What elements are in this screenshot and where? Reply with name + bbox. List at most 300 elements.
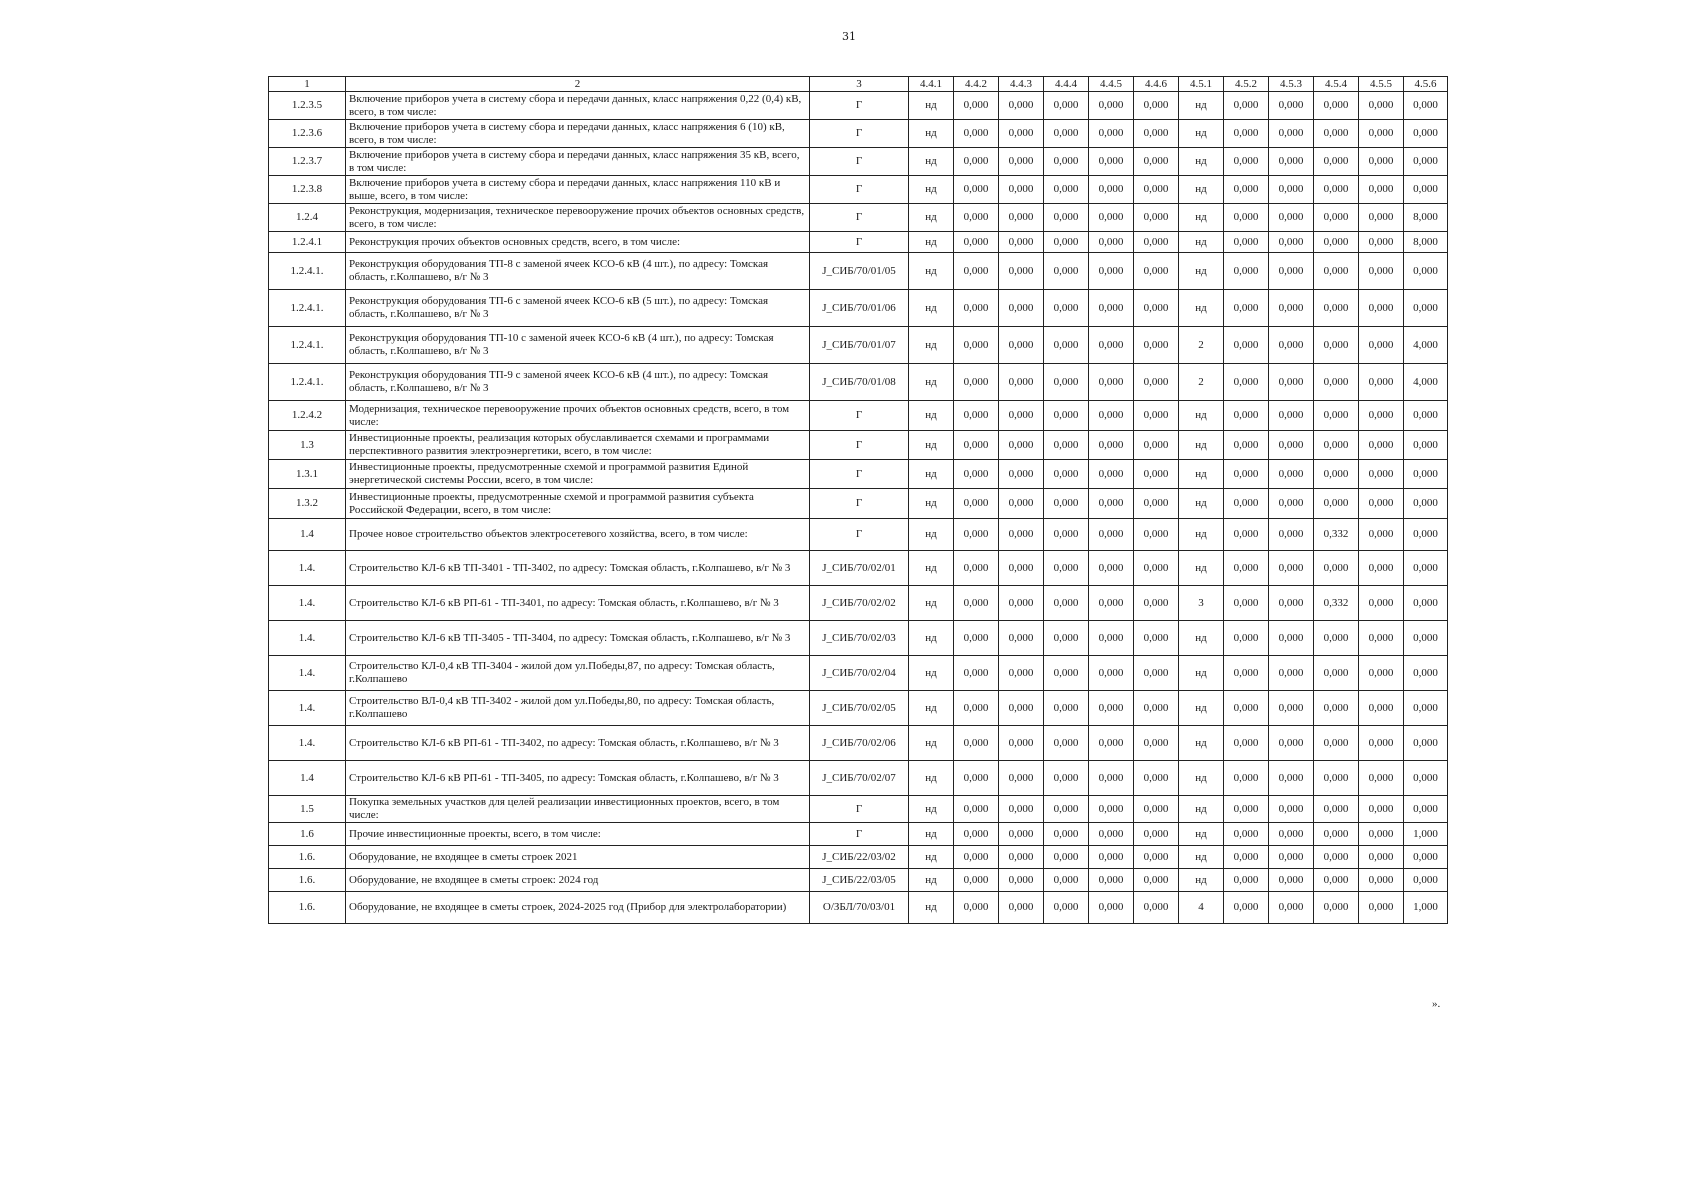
row-description-cell: Включение приборов учета в систему сбора и передачи данных, класс напряжения 6 (10) кВ, всего, в том числе: (346, 120, 810, 148)
value-cell: 0,000 (954, 586, 999, 621)
row-number-cell: 1.2.4.1. (269, 327, 346, 364)
row-code-cell: Г (810, 519, 909, 551)
value-cell: 0,000 (1269, 551, 1314, 586)
row-code-cell: J_СИБ/22/03/02 (810, 846, 909, 869)
header-cell: 4.4.3 (999, 77, 1044, 92)
value-cell: 0,000 (1089, 726, 1134, 761)
header-cell: 4.4.4 (1044, 77, 1089, 92)
value-cell: нд (909, 431, 954, 460)
value-cell: нд (909, 232, 954, 253)
value-cell: 0,000 (954, 253, 999, 290)
value-cell: 0,000 (1404, 761, 1448, 796)
value-cell: 0,000 (1044, 761, 1089, 796)
value-cell: 0,000 (1044, 892, 1089, 924)
value-cell: нд (1179, 204, 1224, 232)
value-cell: 0,000 (1044, 519, 1089, 551)
table-row (269, 204, 1448, 232)
value-cell: 0,000 (1134, 176, 1179, 204)
table-row (269, 327, 1448, 364)
value-cell: нд (1179, 726, 1224, 761)
value-cell: 0,000 (1089, 253, 1134, 290)
value-cell: нд (909, 726, 954, 761)
value-cell: 0,000 (954, 431, 999, 460)
row-code-cell: Г (810, 148, 909, 176)
value-cell: 0,000 (1044, 489, 1089, 519)
value-cell: 0,000 (1224, 364, 1269, 401)
value-cell: 0,000 (1044, 460, 1089, 489)
row-number-cell: 1.4. (269, 726, 346, 761)
value-cell: 0,000 (999, 823, 1044, 846)
value-cell: 0,000 (1359, 621, 1404, 656)
value-cell: 0,000 (1134, 327, 1179, 364)
value-cell: 0,000 (1359, 290, 1404, 327)
row-number-cell: 1.4 (269, 761, 346, 796)
value-cell: нд (909, 176, 954, 204)
value-cell: 0,000 (1089, 232, 1134, 253)
value-cell: 0,000 (1089, 92, 1134, 120)
table-row (269, 551, 1448, 586)
row-code-cell: J_СИБ/70/02/07 (810, 761, 909, 796)
value-cell: 0,000 (1089, 148, 1134, 176)
value-cell: 0,000 (999, 489, 1044, 519)
value-cell: 0,000 (1404, 148, 1448, 176)
value-cell: 0,000 (954, 656, 999, 691)
value-cell: 0,000 (1134, 726, 1179, 761)
row-description-cell: Оборудование, не входящее в сметы строек 2021 (346, 846, 810, 869)
value-cell: 0,000 (1224, 519, 1269, 551)
value-cell: нд (1179, 489, 1224, 519)
value-cell: 0,000 (1224, 232, 1269, 253)
value-cell: 0,000 (1224, 204, 1269, 232)
value-cell: 0,000 (999, 364, 1044, 401)
value-cell: 0,000 (1314, 431, 1359, 460)
row-code-cell: J_СИБ/70/02/03 (810, 621, 909, 656)
value-cell: 0,000 (1134, 92, 1179, 120)
value-cell: 0,000 (1269, 869, 1314, 892)
value-cell: 0,000 (1089, 869, 1134, 892)
value-cell: 0,000 (1134, 204, 1179, 232)
value-cell: нд (909, 364, 954, 401)
value-cell: 0,000 (1404, 401, 1448, 431)
row-description-cell: Прочее новое строительство объектов электросетевого хозяйства, всего, в том числе: (346, 519, 810, 551)
row-description-cell: Реконструкция оборудования ТП-9 с заменой ячеек КСО-6 кВ (4 шт.), по адресу: Томская область, г.Колпашево, в/г № 3 (346, 364, 810, 401)
value-cell: 0,000 (1269, 290, 1314, 327)
value-cell: 0,000 (1044, 431, 1089, 460)
value-cell: 0,000 (999, 92, 1044, 120)
value-cell: 0,000 (1224, 846, 1269, 869)
value-cell: 0,000 (1224, 796, 1269, 823)
value-cell: 0,000 (1089, 460, 1134, 489)
row-description-cell: Строительство КЛ-0,4 кВ ТП-3404 - жилой дом ул.Победы,87, по адресу: Томская область, г.Колпашево (346, 656, 810, 691)
value-cell: нд (909, 519, 954, 551)
value-cell: 0,000 (1404, 621, 1448, 656)
row-number-cell: 1.2.4.1. (269, 290, 346, 327)
value-cell: 0,000 (1044, 232, 1089, 253)
header-cell: 4.4.1 (909, 77, 954, 92)
value-cell: нд (909, 120, 954, 148)
row-code-cell: Г (810, 796, 909, 823)
header-cell: 4.5.2 (1224, 77, 1269, 92)
row-description-cell: Оборудование, не входящее в сметы строек, 2024-2025 год (Прибор для электролаборатории) (346, 892, 810, 924)
value-cell: 0,000 (1089, 176, 1134, 204)
value-cell: 0,000 (999, 327, 1044, 364)
row-code-cell: J_СИБ/70/01/05 (810, 253, 909, 290)
header-cell: 4.4.5 (1089, 77, 1134, 92)
value-cell: 4 (1179, 892, 1224, 924)
row-code-cell: Г (810, 120, 909, 148)
value-cell: 4,000 (1404, 327, 1448, 364)
row-code-cell: Г (810, 823, 909, 846)
value-cell: 0,000 (999, 656, 1044, 691)
value-cell: 0,000 (1044, 869, 1089, 892)
value-cell: 0,000 (1269, 892, 1314, 924)
row-number-cell: 1.4. (269, 621, 346, 656)
header-cell: 2 (346, 77, 810, 92)
value-cell: 0,000 (1359, 869, 1404, 892)
value-cell: нд (909, 586, 954, 621)
value-cell: 0,000 (954, 290, 999, 327)
value-cell: 0,000 (1044, 120, 1089, 148)
value-cell: 0,000 (1314, 761, 1359, 796)
value-cell: 0,000 (954, 92, 999, 120)
value-cell: 0,000 (1314, 892, 1359, 924)
value-cell: 0,000 (1359, 460, 1404, 489)
row-number-cell: 1.4. (269, 691, 346, 726)
value-cell: нд (909, 846, 954, 869)
value-cell: 4,000 (1404, 364, 1448, 401)
value-cell: 8,000 (1404, 204, 1448, 232)
table-row (269, 253, 1448, 290)
value-cell: 0,000 (1044, 401, 1089, 431)
value-cell: 0,000 (1404, 176, 1448, 204)
value-cell: 0,000 (1089, 431, 1134, 460)
value-cell: 0,000 (1089, 691, 1134, 726)
table-row (269, 290, 1448, 327)
row-description-cell: Строительство ВЛ-0,4 кВ ТП-3402 - жилой дом ул.Победы,80, по адресу: Томская область, г.Колпашево (346, 691, 810, 726)
header-row (269, 77, 1448, 92)
value-cell: 0,000 (1224, 290, 1269, 327)
value-cell: 0,000 (1269, 401, 1314, 431)
row-description-cell: Реконструкция оборудования ТП-10 с заменой ячеек КСО-6 кВ (4 шт.), по адресу: Томская область, г.Колпашево, в/г № 3 (346, 327, 810, 364)
value-cell: 0,000 (999, 892, 1044, 924)
value-cell: 0,000 (1134, 519, 1179, 551)
header-cell: 4.5.5 (1359, 77, 1404, 92)
value-cell: нд (909, 761, 954, 796)
table-row (269, 489, 1448, 519)
row-number-cell: 1.6 (269, 823, 346, 846)
value-cell: 0,000 (1224, 586, 1269, 621)
table-row (269, 846, 1448, 869)
value-cell: 0,000 (1269, 120, 1314, 148)
value-cell: 0,000 (1224, 869, 1269, 892)
value-cell: 0,000 (1359, 823, 1404, 846)
value-cell: 0,000 (954, 761, 999, 796)
row-description-cell: Строительство КЛ-6 кВ РП-61 - ТП-3405, по адресу: Томская область, г.Колпашево, в/г № 3 (346, 761, 810, 796)
value-cell: 0,000 (1224, 176, 1269, 204)
row-code-cell: Г (810, 460, 909, 489)
value-cell: 0,000 (1359, 551, 1404, 586)
value-cell: 0,000 (1404, 796, 1448, 823)
value-cell: 0,000 (1134, 761, 1179, 796)
value-cell: 0,000 (1089, 656, 1134, 691)
value-cell: 0,000 (1089, 621, 1134, 656)
value-cell: 0,000 (1314, 290, 1359, 327)
value-cell: 0,000 (1134, 656, 1179, 691)
table-row (269, 232, 1448, 253)
row-number-cell: 1.2.4.1. (269, 253, 346, 290)
value-cell: 0,000 (1269, 489, 1314, 519)
value-cell: 0,000 (1269, 691, 1314, 726)
value-cell: нд (1179, 148, 1224, 176)
row-number-cell: 1.3.1 (269, 460, 346, 489)
table-row (269, 431, 1448, 460)
value-cell: 0,000 (999, 846, 1044, 869)
value-cell: 0,000 (1269, 621, 1314, 656)
value-cell: 0,000 (1134, 551, 1179, 586)
value-cell: 0,000 (954, 726, 999, 761)
value-cell: 0,000 (954, 621, 999, 656)
value-cell: 1,000 (1404, 892, 1448, 924)
value-cell: 0,000 (999, 726, 1044, 761)
row-code-cell: J_СИБ/70/02/06 (810, 726, 909, 761)
value-cell: 0,000 (999, 691, 1044, 726)
value-cell: 0,000 (999, 621, 1044, 656)
row-description-cell: Инвестиционные проекты, предусмотренные схемой и программой развития Единой энергетической системы России, всего, в том числе: (346, 460, 810, 489)
value-cell: 0,000 (1224, 761, 1269, 796)
row-description-cell: Реконструкция прочих объектов основных средств, всего, в том числе: (346, 232, 810, 253)
value-cell: 0,000 (1089, 401, 1134, 431)
value-cell: нд (909, 551, 954, 586)
investment-table (268, 76, 1448, 924)
value-cell: 0,000 (1134, 253, 1179, 290)
value-cell: 0,000 (1044, 176, 1089, 204)
value-cell: 0,000 (1089, 364, 1134, 401)
value-cell: нд (1179, 290, 1224, 327)
table-row (269, 92, 1448, 120)
value-cell: нд (909, 869, 954, 892)
value-cell: 0,000 (1134, 120, 1179, 148)
value-cell: 0,000 (954, 823, 999, 846)
header-cell: 4.5.4 (1314, 77, 1359, 92)
table-row (269, 796, 1448, 823)
value-cell: 0,000 (1359, 489, 1404, 519)
value-cell: 0,000 (1314, 489, 1359, 519)
value-cell: 0,000 (1359, 327, 1404, 364)
row-code-cell: Г (810, 92, 909, 120)
value-cell: 0,000 (1089, 551, 1134, 586)
value-cell: 0,000 (954, 869, 999, 892)
row-code-cell: J_СИБ/70/02/02 (810, 586, 909, 621)
table-row (269, 691, 1448, 726)
table-row (269, 869, 1448, 892)
row-number-cell: 1.2.3.7 (269, 148, 346, 176)
value-cell: 0,000 (1224, 327, 1269, 364)
row-code-cell: J_СИБ/70/02/04 (810, 656, 909, 691)
value-cell: 0,000 (1269, 148, 1314, 176)
value-cell: нд (1179, 796, 1224, 823)
table-row (269, 656, 1448, 691)
value-cell: нд (1179, 761, 1224, 796)
row-description-cell: Строительство КЛ-6 кВ РП-61 - ТП-3402, по адресу: Томская область, г.Колпашево, в/г № 3 (346, 726, 810, 761)
value-cell: нд (1179, 869, 1224, 892)
row-code-cell: J_СИБ/70/01/08 (810, 364, 909, 401)
value-cell: 0,000 (1044, 586, 1089, 621)
value-cell: 0,000 (1044, 204, 1089, 232)
row-description-cell: Включение приборов учета в систему сбора и передачи данных, класс напряжения 35 кВ, всего, в том числе: (346, 148, 810, 176)
value-cell: 0,000 (1359, 519, 1404, 551)
value-cell: 0,000 (1359, 204, 1404, 232)
value-cell: 0,332 (1314, 519, 1359, 551)
value-cell: 0,000 (1314, 823, 1359, 846)
value-cell: нд (909, 401, 954, 431)
table-row (269, 176, 1448, 204)
value-cell: 0,000 (1134, 892, 1179, 924)
page-number: 31 (842, 30, 856, 43)
value-cell: 0,000 (1044, 551, 1089, 586)
table-row (269, 519, 1448, 551)
row-number-cell: 1.2.4.1. (269, 364, 346, 401)
value-cell: нд (909, 691, 954, 726)
value-cell: 0,000 (1044, 148, 1089, 176)
value-cell: 0,000 (954, 232, 999, 253)
row-description-cell: Строительство КЛ-6 кВ ТП-3405 - ТП-3404, по адресу: Томская область, г.Колпашево, в/г № 3 (346, 621, 810, 656)
value-cell: 0,000 (1359, 92, 1404, 120)
value-cell: 0,000 (1224, 656, 1269, 691)
value-cell: 0,000 (1224, 148, 1269, 176)
row-number-cell: 1.2.3.6 (269, 120, 346, 148)
row-code-cell: О/ЗБЛ/70/03/01 (810, 892, 909, 924)
value-cell: 0,000 (1359, 253, 1404, 290)
value-cell: 0,000 (1314, 204, 1359, 232)
row-description-cell: Покупка земельных участков для целей реализации инвестиционных проектов, всего, в том числе: (346, 796, 810, 823)
value-cell: 0,000 (1404, 586, 1448, 621)
value-cell: 0,000 (1269, 796, 1314, 823)
value-cell: 0,000 (1359, 846, 1404, 869)
row-description-cell: Реконструкция оборудования ТП-8 с заменой ячеек КСО-6 кВ (4 шт.), по адресу: Томская область, г.Колпашево, в/г № 3 (346, 253, 810, 290)
value-cell: 0,000 (1224, 551, 1269, 586)
value-cell: 0,000 (999, 120, 1044, 148)
value-cell: нд (909, 460, 954, 489)
value-cell: нд (1179, 460, 1224, 489)
value-cell: 0,000 (1359, 656, 1404, 691)
table-row (269, 726, 1448, 761)
row-description-cell: Включение приборов учета в систему сбора и передачи данных, класс напряжения 110 кВ и выше, всего, в том числе: (346, 176, 810, 204)
value-cell: 0,000 (1134, 431, 1179, 460)
value-cell: 0,000 (954, 204, 999, 232)
row-code-cell: Г (810, 204, 909, 232)
header-cell: 4.5.1 (1179, 77, 1224, 92)
value-cell: нд (1179, 656, 1224, 691)
value-cell: 0,000 (1044, 656, 1089, 691)
value-cell: 0,000 (1404, 846, 1448, 869)
value-cell: 0,000 (1044, 364, 1089, 401)
value-cell: нд (1179, 431, 1224, 460)
value-cell: нд (909, 327, 954, 364)
row-description-cell: Инвестиционные проекты, реализация которых обуславливается схемами и программами перспективного развития электроэнергетики, всего, в том числе: (346, 431, 810, 460)
value-cell: 0,000 (1269, 726, 1314, 761)
value-cell: 0,000 (1224, 431, 1269, 460)
value-cell: 0,000 (1314, 691, 1359, 726)
row-description-cell: Оборудование, не входящее в сметы строек: 2024 год (346, 869, 810, 892)
value-cell: 0,000 (1269, 431, 1314, 460)
value-cell: 0,000 (1314, 148, 1359, 176)
value-cell: 0,000 (1359, 586, 1404, 621)
value-cell: 0,000 (1224, 120, 1269, 148)
value-cell: 0,000 (1269, 364, 1314, 401)
value-cell: 0,000 (1134, 489, 1179, 519)
value-cell: 0,000 (1359, 892, 1404, 924)
value-cell: 0,000 (999, 176, 1044, 204)
value-cell: 0,000 (1359, 796, 1404, 823)
value-cell: 0,000 (999, 586, 1044, 621)
table-row (269, 401, 1448, 431)
header-cell: 4.4.2 (954, 77, 999, 92)
row-code-cell: Г (810, 489, 909, 519)
table-row (269, 761, 1448, 796)
value-cell: 0,000 (1044, 823, 1089, 846)
value-cell: 1,000 (1404, 823, 1448, 846)
row-code-cell: J_СИБ/70/01/06 (810, 290, 909, 327)
value-cell: 0,000 (1314, 460, 1359, 489)
value-cell: 0,000 (1314, 621, 1359, 656)
value-cell: 0,000 (999, 519, 1044, 551)
value-cell: 0,000 (1269, 204, 1314, 232)
table-row (269, 892, 1448, 924)
value-cell: нд (1179, 232, 1224, 253)
row-number-cell: 1.2.4 (269, 204, 346, 232)
value-cell: 0,000 (999, 290, 1044, 327)
row-code-cell: Г (810, 431, 909, 460)
value-cell: 0,000 (1224, 401, 1269, 431)
value-cell: 0,000 (1089, 120, 1134, 148)
value-cell: 0,000 (1089, 892, 1134, 924)
value-cell: 0,000 (999, 204, 1044, 232)
value-cell: 0,000 (954, 846, 999, 869)
row-description-cell: Инвестиционные проекты, предусмотренные схемой и программой развития субъекта Российской Федерации, всего, в том числе: (346, 489, 810, 519)
row-number-cell: 1.6. (269, 892, 346, 924)
value-cell: 0,000 (1134, 846, 1179, 869)
value-cell: 0,000 (1314, 656, 1359, 691)
table-row (269, 823, 1448, 846)
value-cell: нд (1179, 253, 1224, 290)
value-cell: нд (909, 148, 954, 176)
value-cell: 0,000 (1224, 823, 1269, 846)
value-cell: 0,000 (999, 761, 1044, 796)
closing-quote-mark: ». (1432, 998, 1441, 1010)
value-cell: 0,000 (1044, 691, 1089, 726)
value-cell: нд (909, 656, 954, 691)
value-cell: 0,000 (1314, 796, 1359, 823)
value-cell: 0,000 (999, 148, 1044, 176)
value-cell: нд (909, 253, 954, 290)
value-cell: 2 (1179, 364, 1224, 401)
value-cell: нд (909, 92, 954, 120)
value-cell: 0,000 (1404, 519, 1448, 551)
value-cell: нд (1179, 551, 1224, 586)
row-number-cell: 1.6. (269, 869, 346, 892)
value-cell: 0,000 (1359, 364, 1404, 401)
row-description-cell: Прочие инвестиционные проекты, всего, в том числе: (346, 823, 810, 846)
row-number-cell: 1.4. (269, 551, 346, 586)
row-description-cell: Строительство КЛ-6 кВ РП-61 - ТП-3401, по адресу: Томская область, г.Колпашево, в/г № 3 (346, 586, 810, 621)
row-description-cell: Строительство КЛ-6 кВ ТП-3401 - ТП-3402, по адресу: Томская область, г.Колпашево, в/г № 3 (346, 551, 810, 586)
value-cell: 0,000 (1224, 253, 1269, 290)
value-cell: 0,000 (1359, 148, 1404, 176)
value-cell: нд (1179, 621, 1224, 656)
value-cell: 0,000 (1044, 621, 1089, 656)
value-cell: 0,000 (1134, 460, 1179, 489)
value-cell: 0,000 (1269, 846, 1314, 869)
